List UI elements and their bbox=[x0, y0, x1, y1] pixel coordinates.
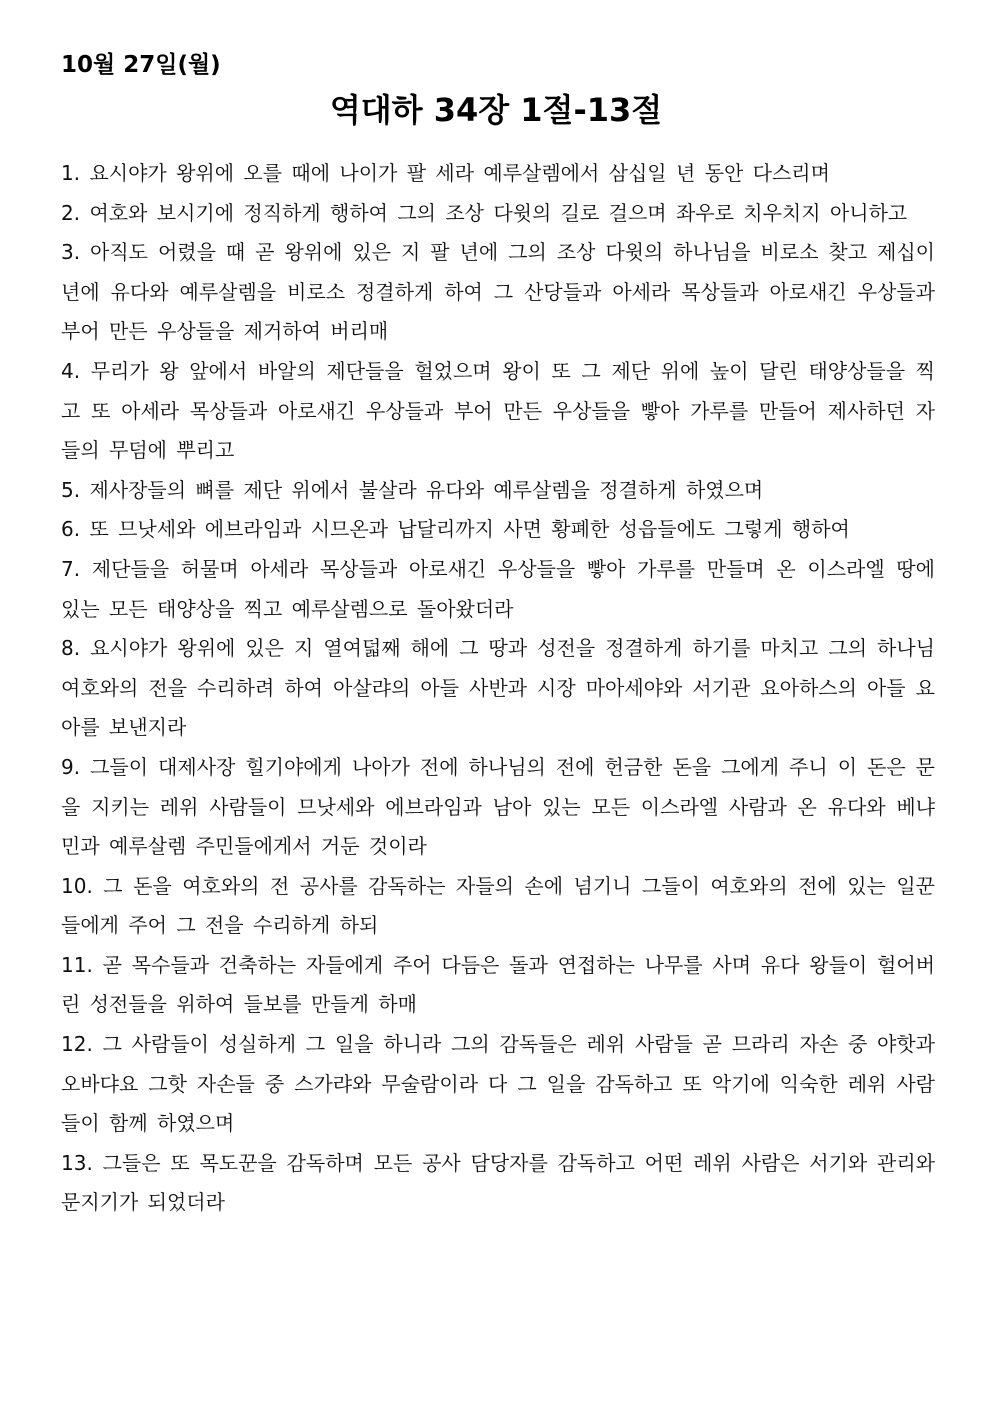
date-heading: 10월 27일(월) bbox=[61, 52, 221, 78]
verse-item: 6. 또 므낫세와 에브라임과 시므온과 납달리까지 사면 황폐한 성읍들에도 그렇게 행하여 bbox=[61, 517, 850, 542]
verse-item: 3. 아직도 어렸을 때 곧 왕위에 있은 지 팔 년에 그의 조상 다윗의 하나님을 비로소 찾고 제십이년에 유다와 예루살렘을 비로소 정결하게 하여 그 산당들과 아세라 목상들과 아로새긴 우상들과 부어 만든 우상들을 제거하여 버리매 bbox=[61, 240, 935, 344]
verse-item: 9. 그들이 대제사장 힐기야에게 나아가 전에 하나님의 전에 헌금한 돈을 그에게 주니 이 돈은 문을 지키는 레위 사람들이 므낫세와 에브라임과 남아 있는 모든 이스라엘 사람과 온 유다와 베냐민과 예루살렘 주민들에게서 거둔 것이라 bbox=[61, 754, 935, 859]
verse-item: 5. 제사장들의 뼈를 제단 위에서 불살라 유다와 예루살렘을 정결하게 하였으며 bbox=[61, 477, 764, 502]
verse-item: 2. 여호와 보시기에 정직하게 행하여 그의 조상 다윗의 길로 걸으며 좌우로 치우치지 아니하고 bbox=[61, 200, 908, 225]
verse-item: 4. 무리가 왕 앞에서 바알의 제단들을 헐었으며 왕이 또 그 제단 위에 높이 달린 태양상들을 찍고 또 아세라 목상들과 아로새긴 우상들과 부어 만든 우상들을 빻아 가루를 만들어 제사하던 자들의 무덤에 뿌리고 bbox=[61, 358, 935, 463]
verse-item: 11. 곧 목수들과 건축하는 자들에게 주어 다듬은 돌과 연접하는 나무를 사며 유다 왕들이 헐어버린 성전들을 위하여 들보를 만들게 하매 bbox=[61, 952, 935, 1017]
verse-list bbox=[61, 154, 935, 1223]
verse-item: 10. 그 돈을 여호와의 전 공사를 감독하는 자들의 손에 넘기니 그들이 여호와의 전에 있는 일꾼들에게 주어 그 전을 수리하게 하되 bbox=[61, 873, 935, 938]
verse-item: 8. 요시야가 왕위에 있은 지 열여덟째 해에 그 땅과 성전을 정결하게 하기를 마치고 그의 하나님 여호와의 전을 수리하려 하여 아살랴의 아들 사반과 시장 마아세야와 서기관 요아하스의 아들 요아를 보낸지라 bbox=[61, 636, 935, 740]
verse-item: 7. 제단들을 허물며 아세라 목상들과 아로새긴 우상들을 빻아 가루를 만들며 온 이스라엘 땅에 있는 모든 태양상을 찍고 예루살렘으로 돌아왔더라 bbox=[61, 556, 935, 621]
verse-item: 1. 요시야가 왕위에 오를 때에 나이가 팔 세라 예루살렘에서 삼십일 년 동안 다스리며 bbox=[61, 161, 830, 185]
page-title: 역대하 34장 1절-13절 bbox=[329, 91, 663, 129]
verse-item: 13. 그들은 또 목도꾼을 감독하며 모든 공사 담당자를 감독하고 어떤 레위 사람은 서기와 관리와 문지기가 되었더라 bbox=[61, 1150, 935, 1215]
verse-item: 12. 그 사람들이 성실하게 그 일을 하니라 그의 감독들은 레위 사람들 곧 므라리 자손 중 야핫과 오바댜요 그핫 자손들 중 스가랴와 무술람이라 다 그 일을 감독하고 또 악기에 익숙한 레위 사람들이 함께 하였으며 bbox=[61, 1032, 935, 1136]
